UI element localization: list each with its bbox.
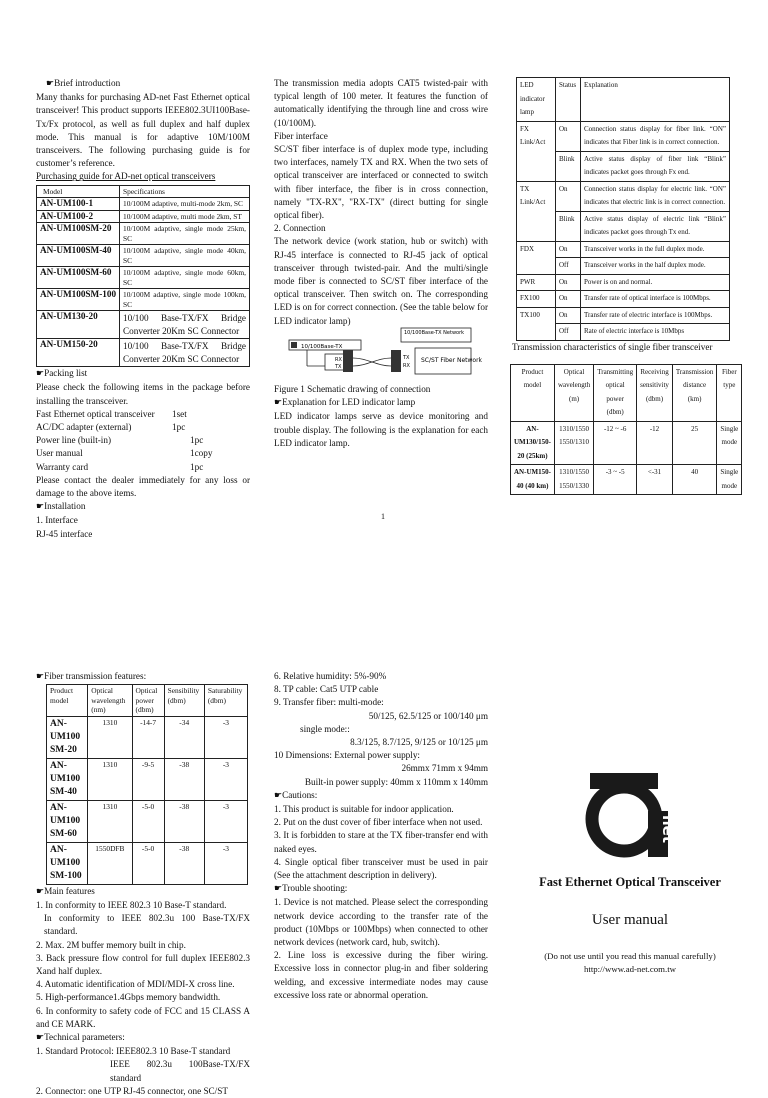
- trouble-item: 2. Line loss is excessive during the fiber wiring. Excessive loss in connector plug-in and fiber soldering welding, and excessive intermediate nodes may cause excessive loss rate or abnormal operation.: [274, 950, 488, 1000]
- tech-heading: Technical parameters:: [44, 1031, 125, 1042]
- table-cell: -12: [637, 421, 673, 465]
- spec-item: 8. TP cable: Cat5 UTP cable: [274, 684, 379, 695]
- table-cell: -14-7: [132, 716, 164, 758]
- table-cell: AN-UM150-40 (40 km): [511, 465, 555, 495]
- diagram-label-left: 10/100Base-TX: [301, 344, 343, 350]
- table-cell: Connection status display for fiber link. “ON” indicates that Fiber link is in correct connection.: [581, 121, 730, 151]
- fiber-features-table: [46, 684, 248, 885]
- table-cell: On: [556, 241, 581, 258]
- table-cell: Blink: [556, 211, 581, 241]
- table-cell: 1310/1550 1550/1330: [554, 465, 593, 495]
- spec-item: 6. Relative humidity: 5%-90%: [274, 671, 387, 681]
- table-cell: 25: [672, 421, 716, 465]
- pointing-hand-icon: ☛: [36, 502, 45, 513]
- page-number: 1: [381, 512, 385, 521]
- pointing-hand-icon: ☛: [36, 369, 45, 380]
- table-cell: -38: [164, 758, 204, 800]
- table-cell: 10/100M adaptive, single mode 100km, SC: [120, 289, 250, 311]
- table-cell: -38: [164, 800, 204, 842]
- dimensions-external: 26mmx 71mm x 94mm: [401, 763, 488, 774]
- fiber-heading: Fiber interface: [274, 130, 328, 141]
- dimensions-label: 10 Dimensions: External power supply:: [274, 750, 420, 761]
- feature-item: In conformity to IEEE 802.3u 100 Base-TX/FX standard.: [44, 913, 250, 937]
- table-cell: Blink: [556, 151, 581, 181]
- table-cell: Transfer rate of optical interface is 100Mbps.: [581, 291, 730, 308]
- table-cell: 1310: [88, 716, 132, 758]
- table-cell: -9-5: [132, 758, 164, 800]
- table-cell: 1310: [88, 758, 132, 800]
- table-cell: Transfer rate of electric interface is 100Mbps.: [581, 307, 730, 324]
- fiber-header: Sensibility (dbm): [164, 685, 204, 717]
- caution-item: 3. It is forbidden to stare at the TX fiber-transfer end with naked eyes.: [274, 830, 488, 854]
- column-2: [274, 77, 488, 328]
- fiber-line: [353, 358, 391, 366]
- logo-bar: [590, 773, 658, 789]
- led-header: Explanation: [581, 78, 730, 122]
- table-cell: Single mode: [717, 465, 742, 495]
- right-transceiver-body: [391, 350, 401, 372]
- pointing-hand-icon: ☛: [36, 672, 45, 682]
- table-cell: FDX: [517, 241, 556, 274]
- connection-paragraph: The network device (work station, hub or switch) with RJ-45 interface is connected to RJ-45 jack of optical transceiver through twisted-pair. And the multi/single mode fiber is connected to SC/ST fiber interface of the optical transceiver. Then switch on. The corresponding LED is on for correct connection. (See the table below for LED indicator lamp): [274, 236, 488, 326]
- cautions-heading: Cautions:: [282, 789, 318, 800]
- transmission-heading: Transmission characteristics of single fiber transceiver: [512, 341, 713, 352]
- table-cell: AN-UM100SM-100: [37, 289, 120, 311]
- caution-item: 4. Single optical fiber transceiver must be used in pair (See the attachment description in delivery).: [274, 856, 488, 881]
- table-cell: Off: [556, 258, 581, 275]
- packing-item-name: Fast Ethernet optical transceiver: [36, 408, 155, 419]
- transmission-paragraph: The transmission media adopts CAT5 twisted-pair with typical length of 100 meter. It features the function of automatically identifying the through line and cross wire (10/100M).: [274, 78, 488, 128]
- purchasing-guide-table: [36, 185, 250, 368]
- logo-ring: [592, 787, 656, 851]
- tech-item: 2. Connector: one UTP RJ-45 connector, one SC/ST: [36, 1085, 228, 1096]
- feature-item: 6. In conformity to safety code of FCC and 15 CLASS A and CE MARK.: [36, 1005, 250, 1029]
- feature-item: 4. Automatic identification of MDI/MDI-X cross line.: [36, 979, 235, 990]
- packing-item-qty: 1pc: [190, 435, 204, 446]
- packing-item-name: Power line (built-in): [36, 435, 112, 446]
- table-cell: -5-0: [132, 800, 164, 842]
- table-cell: -3: [204, 716, 247, 758]
- connection-heading: 2. Connection: [274, 223, 326, 234]
- figure-caption: Figure 1 Schematic drawing of connection: [274, 384, 431, 394]
- table-cell: On: [556, 121, 581, 151]
- table-cell: On: [556, 274, 581, 291]
- pointing-hand-icon: ☛: [274, 884, 283, 895]
- table-cell: <-31: [637, 465, 673, 495]
- table-cell: -38: [164, 842, 204, 884]
- table-cell: FX100: [517, 291, 556, 308]
- table-cell: Transceiver works in the full duplex mode.: [581, 241, 730, 258]
- table-cell: 10/100M adaptive, single mode 60km, SC: [120, 267, 250, 289]
- fiber-header: Optical power (dbm): [132, 685, 164, 717]
- table-cell: PWR: [517, 274, 556, 291]
- table-cell: 1310/1550 1550/1310: [554, 421, 593, 465]
- logo-text: net: [659, 815, 677, 844]
- feature-item: 1. In conformity to IEEE 802.3 10 Base-T standard.: [36, 899, 227, 910]
- brief-heading: Brief introduction: [54, 78, 121, 88]
- table-cell: Single mode: [717, 421, 742, 465]
- trans-header: Transmitting optical power (dbm): [594, 364, 637, 421]
- brief-text: Many thanks for purchasing AD-net Fast Ethernet optical transceiver! This product supports IEEE802.3UI100Base-Tx/Fx protocol, as well as full duplex and half duplex mode. This manual is for adaptive 10M/100M transceivers. The following purchasing guide is for customer’s reference.: [36, 92, 250, 169]
- table-cell: TX100: [517, 307, 556, 340]
- column-3: [512, 77, 739, 495]
- trans-header: Transmission distance (km): [672, 364, 716, 421]
- table-cell: -12 ~ -6: [594, 421, 637, 465]
- trans-header: Receiving sensitivity (dbm): [637, 364, 673, 421]
- feature-item: 3. Back pressure flow control for full duplex IEEE802.3 Xand half duplex.: [36, 952, 250, 976]
- table-cell: On: [556, 181, 581, 211]
- diagram-rx2-label: RX: [403, 363, 410, 369]
- packing-heading: Packing list: [44, 368, 88, 379]
- cover-title: Fast Ethernet Optical Transceiver: [539, 875, 721, 889]
- table-cell: -3: [204, 800, 247, 842]
- table-cell: Active status display of electric link “Blink” indicates packet goes through Tx end.: [581, 211, 730, 241]
- packing-item-name: AC/DC adapter (external): [36, 421, 132, 432]
- packing-item-name: User manual: [36, 448, 83, 459]
- pointing-hand-icon: ☛: [36, 886, 45, 897]
- spec-item: 9. Transfer fiber: multi-mode:: [274, 697, 384, 708]
- feature-item: 2. Max. 2M buffer memory built in chip.: [36, 939, 186, 950]
- trouble-item: 1. Device is not matched. Please select the corresponding network device according to the transfer rate of the product (10Mbps or 100Mbps) when connected to other network devices (network card, hub, switch).: [274, 897, 488, 948]
- left-transceiver-body: [343, 350, 353, 372]
- diagram-rx-label: RX: [335, 357, 342, 363]
- led-paragraph: LED indicator lamps serve as device monitoring and trouble display. The following is the explanation for each LED indicator lamp.: [274, 411, 488, 448]
- fiber-features-heading: Fiber transmission features:: [44, 671, 147, 681]
- table-cell: FX Link/Act: [517, 121, 556, 181]
- guide-heading: Purchasing guide for AD-net optical transceivers: [36, 171, 216, 182]
- table-cell: Off: [556, 324, 581, 341]
- packing-item-name: Warranty card: [36, 461, 89, 472]
- guide-header-spec: Specifications: [120, 185, 250, 198]
- cover-url: http://www.ad-net.com.tw: [583, 964, 677, 974]
- install-heading: Installation: [44, 501, 86, 512]
- tech-item: 1. Standard Protocol: IEEE802.3 10 Base-T standard: [36, 1046, 231, 1057]
- column-2-lower: [274, 383, 488, 450]
- table-cell: AN-UM100 SM-60: [47, 800, 88, 842]
- install-interface: 1. Interface: [36, 515, 78, 526]
- pointing-hand-icon: ☛: [274, 790, 283, 801]
- table-cell: On: [556, 291, 581, 308]
- led-header: Status: [556, 78, 581, 122]
- feature-item: 5. High-performance1.4Gbps memory bandwidth.: [36, 992, 221, 1003]
- caution-item: 1. This product is suitable for indoor application.: [274, 804, 454, 815]
- fiber-header: Optical wavelength (nm): [88, 685, 132, 717]
- cover-note: (Do not use until you read this manual carefully): [544, 951, 716, 961]
- packing-item-qty: 1pc: [190, 461, 204, 472]
- packing-item-qty: 1pc: [172, 421, 186, 432]
- column-5: [274, 670, 488, 1002]
- table-cell: 10/100M adaptive, single mode 40km, SC: [120, 245, 250, 267]
- connection-diagram: [287, 326, 497, 376]
- packing-item-qty: 1set: [172, 408, 187, 419]
- fiber-header: Saturability (dbm): [204, 685, 247, 717]
- tech-item: IEEE 802.3u 100Base-TX/FX standard: [110, 1059, 250, 1083]
- trouble-heading: Trouble shooting:: [282, 883, 348, 894]
- table-cell: -3: [204, 842, 247, 884]
- install-rj45: RJ-45 interface: [36, 528, 93, 539]
- cover-subtitle: User manual: [591, 912, 669, 928]
- table-cell: AN-UM100 SM-20: [47, 716, 88, 758]
- table-cell: AN-UM130-20: [37, 311, 120, 339]
- diagram-label-right: 10/100Base-TX Network: [404, 330, 465, 336]
- table-cell: 10/100 Base-TX/FX Bridge Converter 20Km SC Connector: [120, 311, 250, 339]
- column-1: [36, 77, 250, 541]
- trans-header: Product model: [511, 364, 555, 421]
- ad-net-logo: [582, 771, 677, 861]
- pointing-hand-icon: ☛: [36, 1032, 45, 1043]
- trans-header: Fiber type: [717, 364, 742, 421]
- packing-contact: Please contact the dealer immediately for any loss or damage to the above items.: [36, 474, 250, 498]
- trans-header: Optical wavelength (m): [554, 364, 593, 421]
- table-cell: AN-UM100SM-20: [37, 223, 120, 245]
- table-cell: AN-UM100 SM-40: [47, 758, 88, 800]
- table-cell: TX Link/Act: [517, 181, 556, 241]
- pointing-hand-icon: ☛: [274, 398, 283, 409]
- table-cell: On: [556, 307, 581, 324]
- table-cell: -5-0: [132, 842, 164, 884]
- table-cell: AN-UM100-1: [37, 198, 120, 211]
- rj45-port-icon: [291, 342, 297, 348]
- table-cell: 10/100 Base-TX/FX Bridge Converter 20Km SC Connector: [120, 339, 250, 367]
- table-cell: 10/100M adaptive, multi mode 2km, ST: [120, 210, 250, 223]
- packing-item-qty: 1copy: [190, 448, 213, 459]
- table-cell: AN-UM100-2: [37, 210, 120, 223]
- guide-header-model: Model: [37, 185, 120, 198]
- packing-list: [36, 408, 250, 474]
- table-cell: 40: [672, 465, 716, 495]
- table-cell: -3: [204, 758, 247, 800]
- table-cell: Rate of electric interface is 10Mbps: [581, 324, 730, 341]
- table-cell: -3 ~ -5: [594, 465, 637, 495]
- single-mode-label: single mode::: [300, 723, 350, 734]
- led-table: [516, 77, 730, 341]
- packing-text: Please check the following items in the package before installing the transceiver.: [36, 382, 250, 406]
- table-cell: AN-UM130/150-20 (25km): [511, 421, 555, 465]
- table-cell: 10/100M adaptive, single mode 25km, SC: [120, 223, 250, 245]
- led-header: LED indicator lamp: [517, 78, 556, 122]
- diagram-tx2-label: TX: [403, 355, 410, 361]
- diagram-fiber-label: SC/ST Fiber Network: [421, 357, 483, 364]
- table-cell: 1550DFB: [88, 842, 132, 884]
- transmission-table: [510, 364, 742, 496]
- diagram-tx-label: TX: [335, 364, 342, 370]
- table-cell: Active status display of fiber link “Blink” indicates packet goes through Fx end.: [581, 151, 730, 181]
- table-cell: AN-UM100 SM-100: [47, 842, 88, 884]
- table-cell: -34: [164, 716, 204, 758]
- table-cell: 1310: [88, 800, 132, 842]
- led-heading: Explanation for LED indicator lamp: [282, 397, 416, 408]
- pointing-hand-icon: ☛: [46, 79, 55, 89]
- table-cell: AN-UM100SM-40: [37, 245, 120, 267]
- table-cell: Power is on and normal.: [581, 274, 730, 291]
- table-cell: AN-UM150-20: [37, 339, 120, 367]
- table-cell: AN-UM100SM-60: [37, 267, 120, 289]
- fiber-header: Product model: [47, 685, 88, 717]
- cover-note-block: [510, 950, 750, 976]
- main-features-heading: Main features: [44, 885, 95, 896]
- table-cell: Connection status display for electric link. “ON” indicates that electric link is in correct connection.: [581, 181, 730, 211]
- caution-item: 2. Put on the dust cover of fiber interface when not used.: [274, 817, 483, 828]
- fiber-paragraph: SC/ST fiber interface is of duplex mode type, including two interfaces, namely TX and RX. When the two sets of optical transceiver are interfaced or connected to switch with fiber interface, the fiber is in cross connection, namely "TX-RX", "RX-TX" (direct butting for single optical fiber).: [274, 144, 488, 221]
- dimensions-builtin: Built-in power supply: 40mm x 110mm x 140mm: [304, 776, 488, 787]
- column-4: [36, 670, 250, 1098]
- table-cell: 10/100M adaptive, multi-mode 2km, SC: [120, 198, 250, 211]
- single-mode-values: 8.3/125, 8.7/125, 9/125 or 10/125 μm: [350, 737, 488, 748]
- table-cell: Transceiver works in the half duplex mode.: [581, 258, 730, 275]
- multi-mode-values: 50/125, 62.5/125 or 100/140 μm: [368, 710, 488, 721]
